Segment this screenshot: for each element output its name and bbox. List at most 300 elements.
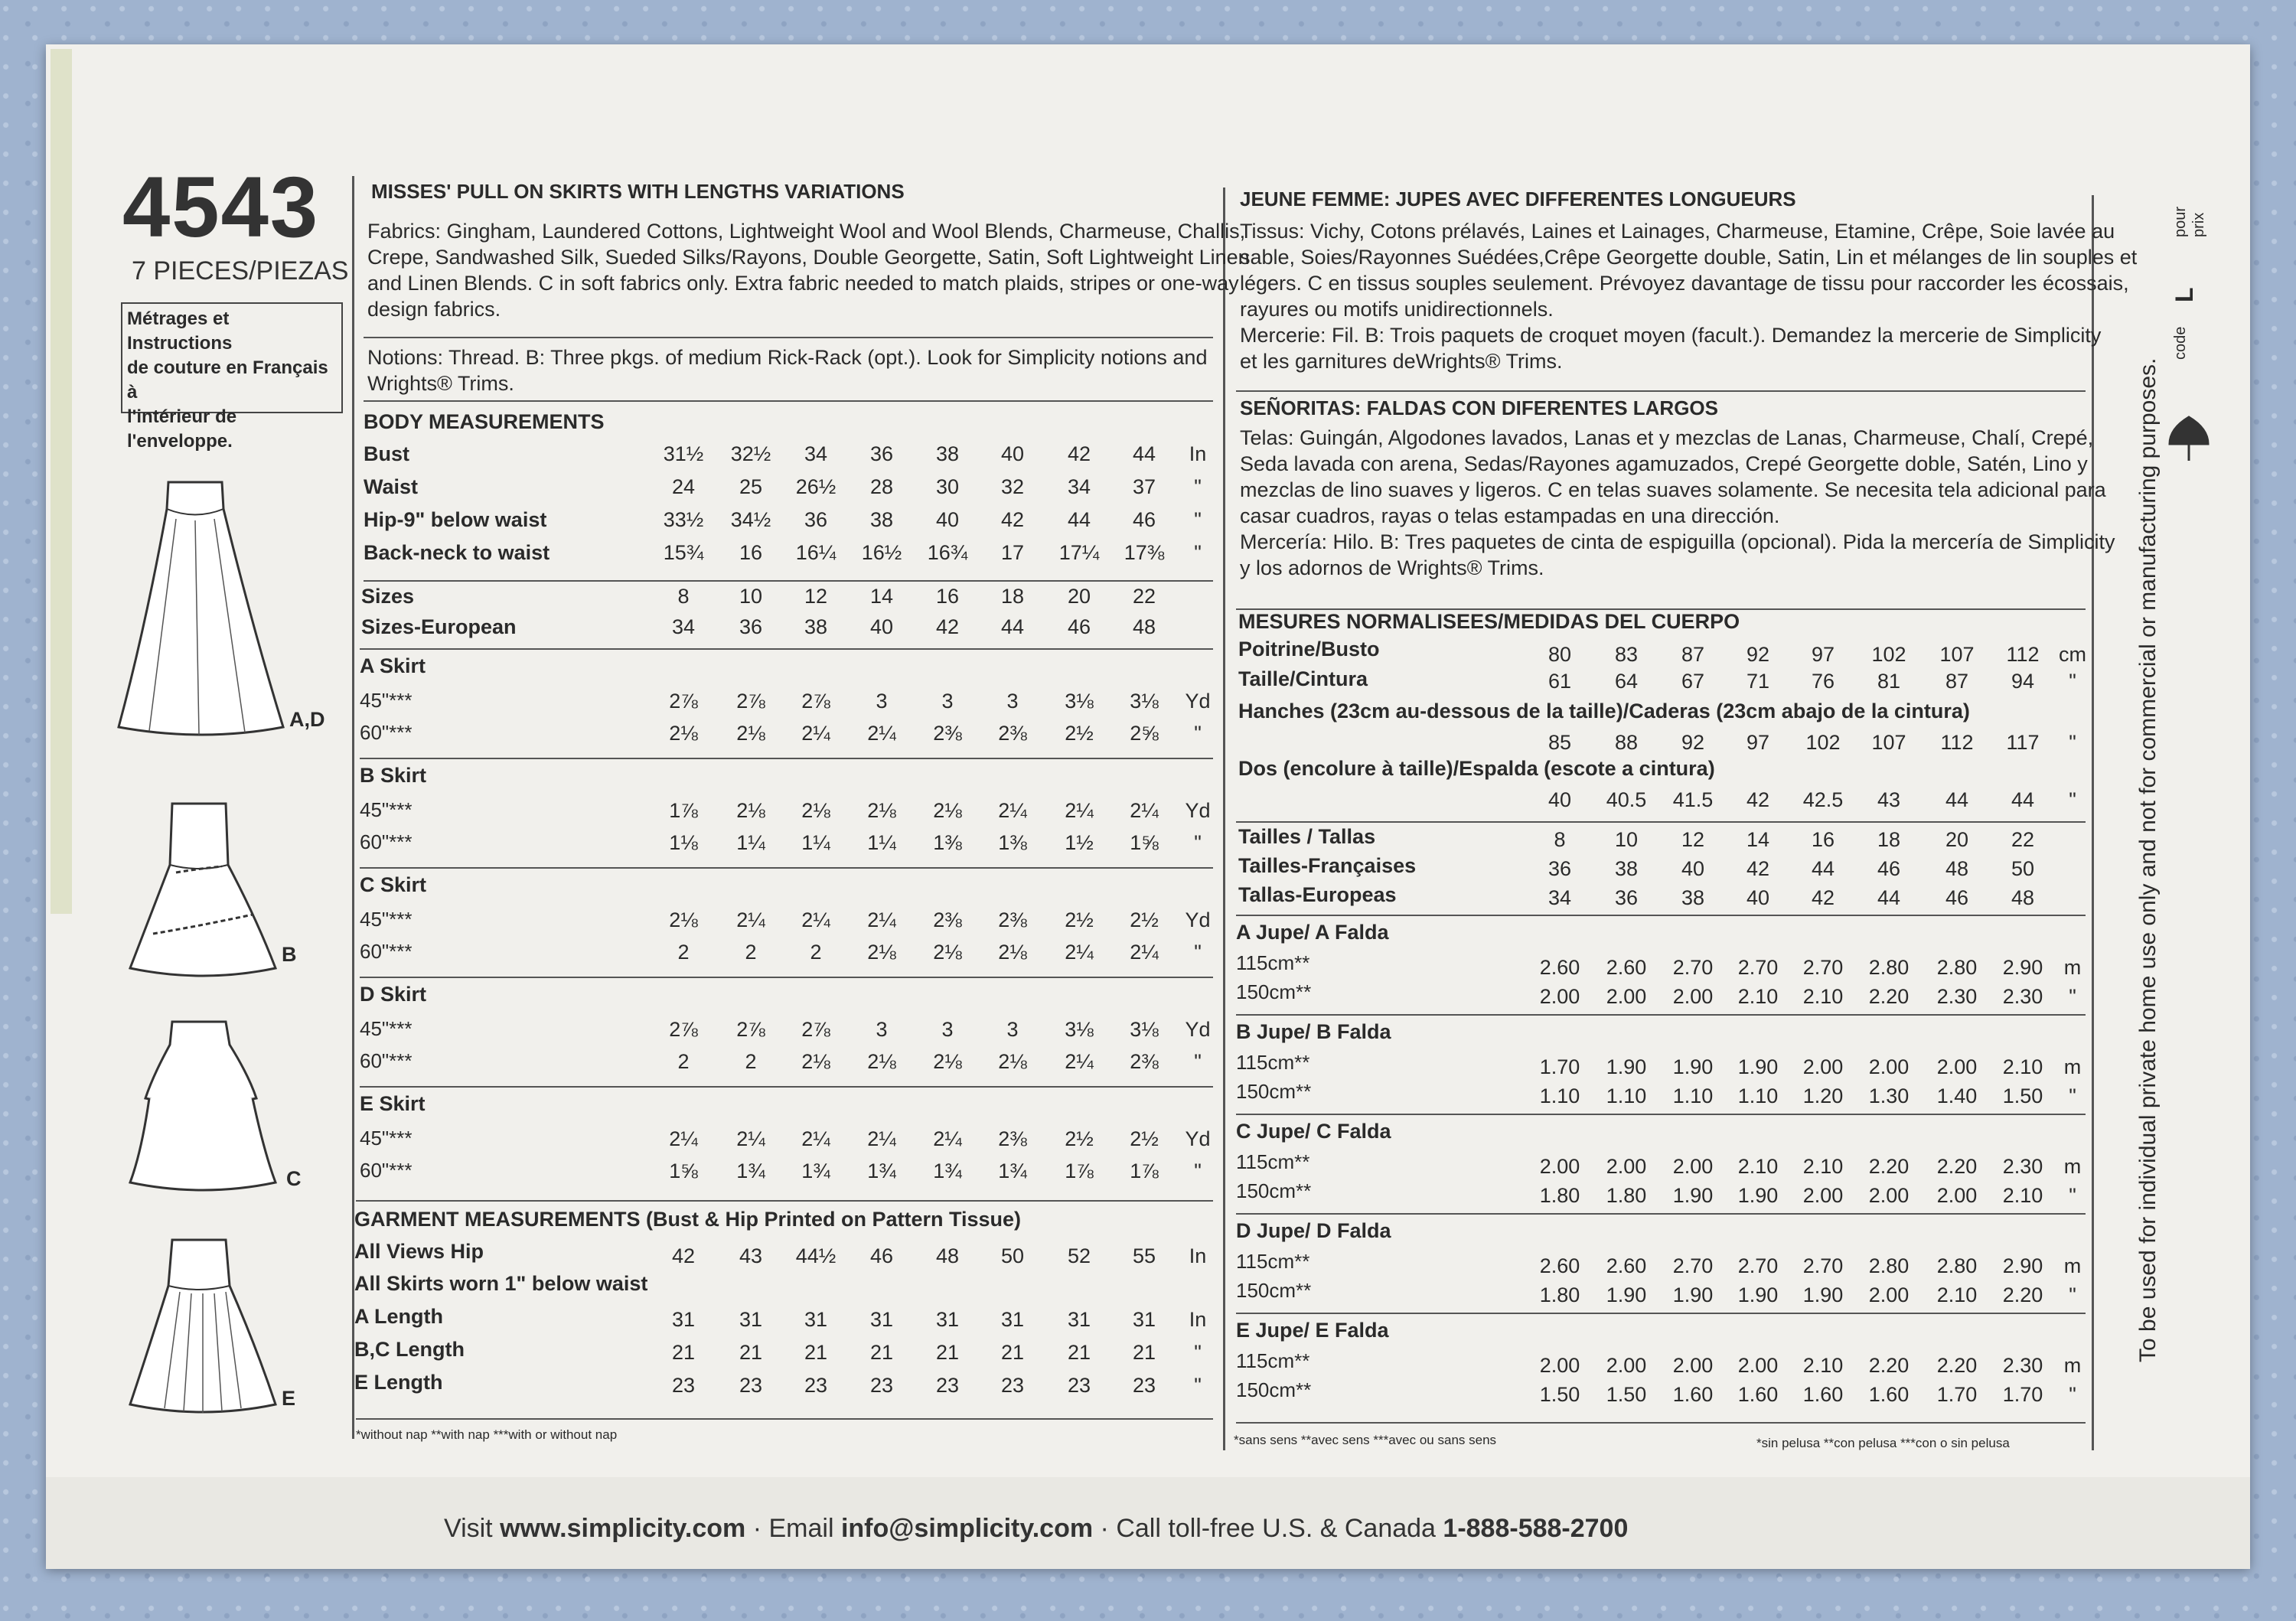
measurement-value: 44: [1067, 508, 1091, 531]
measurement-value: 16½: [861, 541, 902, 564]
measurement-value: 34: [1067, 475, 1091, 498]
measurement-value: 40: [869, 615, 894, 638]
measurement-value: 2⅜: [1130, 1050, 1159, 1073]
measurement-value: 46: [869, 1244, 894, 1267]
measurement-value: 2.00: [1936, 1055, 1978, 1078]
measurement-value: 2.80: [1936, 1254, 1978, 1277]
measurement-value: 21: [869, 1341, 894, 1364]
unit-label: ": [2069, 731, 2076, 754]
measurement-value: 14: [1746, 828, 1770, 851]
rule: [360, 977, 1213, 978]
jupe-name: C Jupe/ C Falda: [1236, 1120, 1391, 1143]
unit-label: ": [2069, 1383, 2076, 1406]
jupe-name: D Jupe/ D Falda: [1236, 1219, 1391, 1242]
measurement-value: 23: [1132, 1374, 1156, 1397]
measurement-value: 112: [1940, 731, 1974, 754]
measurement-value: 2.80: [1868, 956, 1910, 979]
measurement-value: 2.00: [1606, 1354, 1647, 1377]
measurement-value: 43: [739, 1244, 763, 1267]
jupe-name: B Jupe/ B Falda: [1236, 1020, 1391, 1043]
view-label: A,D: [289, 708, 325, 731]
green-strip: [51, 49, 72, 914]
measurement-value: 2.00: [1802, 1055, 1844, 1078]
measurement-value: 2¼: [867, 908, 896, 931]
unit-label: Yd: [1185, 690, 1211, 713]
unit-label: m: [2063, 956, 2082, 979]
measurement-value: 2⅜: [998, 1127, 1027, 1150]
measurement-value: 1.70: [2002, 1383, 2043, 1406]
measurement-value: 2.70: [1802, 1254, 1844, 1277]
measurement-value: 1¾: [867, 1159, 896, 1182]
measurement-value: 42: [1811, 886, 1835, 909]
unit-label: ": [1194, 831, 1202, 854]
measurement-value: 2⅛: [736, 722, 765, 745]
measurement-value: 2⅞: [669, 1018, 698, 1041]
length-label: B,C Length: [354, 1338, 465, 1361]
measurement-value: 1⅛: [669, 831, 698, 854]
measurement-value: 36: [1614, 886, 1639, 909]
measurement-value: 21: [935, 1341, 960, 1364]
measurement-value: 1.10: [1539, 1084, 1580, 1107]
skirt-view-a-d-illustration: [115, 475, 291, 742]
unit-label: ": [1194, 475, 1202, 498]
text-line: Crepe, Sandwashed Silk, Sueded Silks/Rayons, Double Georgette, Satin, Soft Lightweight Linen: [367, 246, 1250, 269]
measurement-value: 2⅛: [933, 799, 962, 822]
measurement-value: 1.50: [2002, 1084, 2043, 1107]
measurement-value: 22: [1132, 585, 1156, 608]
measurement-value: 2⅜: [933, 908, 962, 931]
measurement-value: 2¼: [1065, 799, 1094, 822]
measurement-value: 12: [1681, 828, 1705, 851]
measurement-value: 40: [1681, 857, 1705, 880]
measurement-value: 1.40: [1936, 1084, 1978, 1107]
fabric-width: 150cm**: [1236, 980, 1312, 1003]
body-measurements-title: BODY MEASUREMENTS: [364, 410, 605, 433]
section-title-en: MISSES' PULL ON SKIRTS WITH LENGTHS VARIATIONS: [371, 180, 905, 203]
measurement-value: 48: [2011, 886, 2035, 909]
measurement-value: 2¼: [998, 799, 1027, 822]
text-line: légers. C en tissus souples seulement. Prévoyez davantage de tissu pour raccorder les écossais,: [1240, 272, 2129, 295]
text-line: casar cuadros, rayas o telas estampadas en una dirección.: [1240, 504, 1780, 527]
measurement-value: 2: [745, 1050, 757, 1073]
skirt-view-b-illustration: [122, 796, 283, 980]
jupe-name: A Jupe/ A Falda: [1236, 921, 1389, 944]
rule: [364, 400, 1213, 402]
measurement-value: 1.10: [1606, 1084, 1647, 1107]
text-line: Mercería: Hilo. B: Tres paquetes de cinta de espiguilla (opcional). Pida la mercería de Simplicity: [1240, 530, 2115, 553]
measurement-value: 3⅛: [1130, 1018, 1159, 1041]
measurement-value: 31½: [663, 442, 704, 465]
measurement-value: 1⅞: [669, 799, 698, 822]
fabric-width: 150cm**: [1236, 1080, 1312, 1103]
measurement-value: 48: [1945, 857, 1969, 880]
view-label: E: [282, 1387, 296, 1410]
measurement-value: 1¾: [933, 1159, 962, 1182]
pattern-number: 4543: [122, 159, 320, 255]
phone-number: 1-888-588-2700: [1443, 1514, 1629, 1543]
measurement-value: 3: [876, 690, 888, 713]
measurement-value: 2.00: [1606, 985, 1647, 1008]
measurement-value: 1⅜: [998, 831, 1027, 854]
measurement-value: 32: [1000, 475, 1025, 498]
measurement-value: 2⅝: [1130, 722, 1159, 745]
measurement-value: 61: [1548, 670, 1572, 693]
measurement-value: 2¼: [867, 1127, 896, 1150]
measurement-value: 97: [1746, 731, 1770, 754]
text-line: design fabrics.: [367, 298, 501, 321]
tailles-label: Tailles / Tallas: [1238, 825, 1376, 848]
measurement-value: 16¼: [795, 541, 837, 564]
length-label: A Length: [354, 1305, 443, 1328]
rule: [360, 648, 1213, 650]
poitrine-label: Poitrine/Busto: [1238, 638, 1380, 660]
measurement-value: 2⅛: [801, 799, 830, 822]
measurement-value: 1.10: [1737, 1084, 1779, 1107]
fabric-width: 150cm**: [1236, 1279, 1312, 1302]
measurement-value: 1⅞: [1065, 1159, 1094, 1182]
measurement-value: 94: [2011, 670, 2035, 693]
measurement-value: 2¼: [669, 1127, 698, 1150]
measurement-value: 21: [804, 1341, 828, 1364]
text-line: Mercerie: Fil. B: Trois paquets de croquet moyen (facult.). Demandez la mercerie de Simplicity: [1240, 324, 2102, 347]
measurement-value: 1.50: [1539, 1383, 1580, 1406]
measurement-value: 2.20: [1868, 985, 1910, 1008]
measurement-value: 28: [869, 475, 894, 498]
measurement-value: 2.00: [1868, 1283, 1910, 1306]
measurement-value: 3⅛: [1065, 690, 1094, 713]
measurement-value: 81: [1877, 670, 1901, 693]
measurement-value: 24: [671, 475, 696, 498]
measurement-value: 117: [2006, 731, 2040, 754]
unit-label: ": [1194, 1341, 1202, 1364]
text-line: Wrights® Trims.: [367, 372, 514, 395]
measurement-value: 2⅛: [669, 908, 698, 931]
measurement-value: 48: [1132, 615, 1156, 638]
measurement-value: 15¾: [663, 541, 704, 564]
text-line: et les garnitures deWrights® Trims.: [1240, 350, 1563, 373]
measurement-value: 38: [804, 615, 828, 638]
skirt-name: C Skirt: [360, 873, 427, 896]
measurement-value: 46: [1132, 508, 1156, 531]
measurement-value: 2.20: [2002, 1283, 2043, 1306]
measurement-value: 97: [1811, 643, 1835, 666]
skirt-view-e-illustration: [122, 1232, 283, 1420]
rule: [1236, 915, 2086, 916]
measurement-value: 2.20: [1936, 1354, 1978, 1377]
email-link[interactable]: info@simplicity.com: [840, 1514, 1094, 1543]
measurement-value: 1⅝: [1130, 831, 1159, 854]
measurement-value: 2.00: [1539, 1155, 1580, 1178]
measurement-value: 76: [1811, 670, 1835, 693]
fabric-width: 45"***: [360, 798, 413, 821]
measurement-value: 2⅜: [998, 722, 1027, 745]
length-label: E Length: [354, 1371, 443, 1394]
text-line: y los adornos de Wrights® Trims.: [1240, 556, 1544, 579]
measurement-value: 31: [671, 1308, 696, 1331]
measurement-value: 3: [941, 690, 954, 713]
measurement-value: 1.20: [1802, 1084, 1844, 1107]
measurement-value: 18: [1877, 828, 1901, 851]
measurement-value: 2¼: [1065, 941, 1094, 964]
measurement-value: 3: [1006, 1018, 1019, 1041]
footer-call-label: · Call toll-free U.S. & Canada: [1093, 1514, 1443, 1543]
measurement-value: 2½: [1130, 1127, 1159, 1150]
fabric-width: 115cm**: [1236, 1051, 1310, 1074]
measurement-value: 2½: [1130, 908, 1159, 931]
rule: [356, 1418, 1213, 1420]
measurement-value: 2.70: [1737, 1254, 1779, 1277]
footer-visit: Visit: [444, 1514, 501, 1543]
measurement-value: 2.10: [1802, 1155, 1844, 1178]
measurement-value: 46: [1945, 886, 1969, 909]
measurement-value: 42.5: [1802, 788, 1844, 811]
measurement-value: 31: [804, 1308, 828, 1331]
note-line: l'intérieur de: [127, 406, 237, 427]
measurement-value: 2¼: [736, 908, 765, 931]
measurement-value: 1.90: [1737, 1184, 1779, 1207]
measurement-value: 2.90: [2002, 956, 2043, 979]
measurement-value: 31: [1132, 1308, 1156, 1331]
hanches-label: Hanches (23cm au-dessous de la taille)/Caderas (23cm abajo de la cintura): [1238, 700, 1970, 722]
measurement-value: 41.5: [1672, 788, 1714, 811]
measurement-value: 2: [810, 941, 822, 964]
size-code-label: L: [2170, 287, 2198, 302]
measurement-value: 1.90: [1606, 1283, 1647, 1306]
text-line: Notions: Thread. B: Three pkgs. of medium Rick-Rack (opt.). Look for Simplicity notions and: [367, 346, 1208, 369]
measurement-value: 40: [1000, 442, 1025, 465]
unit-label: m: [2063, 1155, 2082, 1178]
skirt-view-c-illustration: [122, 1014, 283, 1198]
section-title-fr: JEUNE FEMME: JUPES AVEC DIFFERENTES LONGUEURS: [1240, 188, 1796, 210]
measurement-value: 2⅞: [669, 690, 698, 713]
unit-label: ": [1194, 941, 1202, 964]
unit-label: In: [1189, 1308, 1207, 1331]
measurement-value: 14: [869, 585, 894, 608]
unit-label: ": [1194, 722, 1202, 745]
measurement-value: 31: [935, 1308, 960, 1331]
measurement-value: 44: [1132, 442, 1156, 465]
skirt-name: B Skirt: [360, 764, 427, 787]
measurement-value: 2.60: [1606, 1254, 1647, 1277]
measurement-value: 36: [739, 615, 763, 638]
measurement-value: 26½: [795, 475, 837, 498]
measurement-value: 34: [671, 615, 696, 638]
measurement-value: 36: [1548, 857, 1572, 880]
measurement-value: 2.10: [2002, 1184, 2043, 1207]
measurement-value: 87: [1945, 670, 1969, 693]
measurement-value: 44: [1000, 615, 1025, 638]
notions-text: [367, 344, 1207, 396]
measurement-value: 38: [935, 442, 960, 465]
fabric-width: 60"***: [360, 830, 413, 853]
measurement-value: 2.20: [1868, 1354, 1910, 1377]
measurement-value: 20: [1945, 828, 1969, 851]
measurement-value: 1.90: [1737, 1283, 1779, 1306]
measurement-value: 36: [804, 508, 828, 531]
measurement-value: 23: [1000, 1374, 1025, 1397]
measurement-value: 1.90: [1802, 1283, 1844, 1306]
footer-email-label: · Email: [745, 1514, 841, 1543]
measurement-value: 2.60: [1539, 1254, 1580, 1277]
measurement-value: 1.70: [1936, 1383, 1978, 1406]
measurement-value: 64: [1614, 670, 1639, 693]
measurement-value: 42: [1067, 442, 1091, 465]
website-link[interactable]: www.simplicity.com: [500, 1514, 746, 1543]
measurement-value: 83: [1614, 643, 1639, 666]
measurement-value: 2⅛: [867, 799, 896, 822]
measurement-value: 2.00: [1936, 1184, 1978, 1207]
fabric-width: 115cm**: [1236, 1250, 1310, 1273]
measurement-value: 102: [1871, 643, 1906, 666]
measurement-value: 31: [1067, 1308, 1091, 1331]
measurement-value: 2½: [1065, 908, 1094, 931]
text-line: sable, Soies/Rayonnes Suédées,Crêpe Georgette double, Satin, Lin et mélanges de lin souples et: [1240, 246, 2138, 269]
measurement-value: 92: [1746, 643, 1770, 666]
rule: [1236, 1014, 2086, 1016]
measurement-value: 31: [1000, 1308, 1025, 1331]
measurement-value: 2⅞: [801, 1018, 830, 1041]
measurement-value: 2.80: [1936, 956, 1978, 979]
footnote-es: *sin pelusa **con pelusa ***con o sin pelusa: [1756, 1436, 2010, 1450]
dos-label: Dos (encolure à taille)/Espalda (escote a cintura): [1238, 757, 1715, 780]
measurement-value: 1.90: [1737, 1055, 1779, 1078]
measurement-value: 1¼: [867, 831, 896, 854]
tissus-text: [1240, 218, 2137, 374]
measurement-value: 2.30: [2002, 1354, 2043, 1377]
measurement-value: 2¼: [801, 1127, 830, 1150]
footnote-en: *without nap **with nap ***with or without nap: [356, 1427, 618, 1442]
measurement-value: 2.00: [1539, 985, 1580, 1008]
measurement-value: 32½: [730, 442, 771, 465]
measurement-value: 1¼: [736, 831, 765, 854]
footnote-fr: *sans sens **avec sens ***avec ou sans sens: [1234, 1433, 1497, 1447]
measurement-value: 2½: [1065, 722, 1094, 745]
text-line: Tissus: Vichy, Cotons prélavés, Laines et Lainages, Charmeuse, Etamine, Crêpe, Soie lavée au: [1240, 220, 2115, 243]
fabric-width: 45"***: [360, 1017, 413, 1040]
measurement-value: 22: [2011, 828, 2035, 851]
measurement-value: 10: [1614, 828, 1639, 851]
measurement-value: 2⅞: [801, 690, 830, 713]
measurement-value: 2.10: [1802, 1354, 1844, 1377]
measurement-value: 2.00: [1868, 1055, 1910, 1078]
measurement-value: 21: [739, 1341, 763, 1364]
measurement-value: 23: [804, 1374, 828, 1397]
measurement-value: 38: [1614, 857, 1639, 880]
measurement-value: 2¼: [1065, 1050, 1094, 1073]
rule: [360, 758, 1213, 759]
measurement-value: 42: [1000, 508, 1025, 531]
measurement-value: 2.00: [1737, 1354, 1779, 1377]
measurement-value: 1.60: [1868, 1383, 1910, 1406]
measurement-value: 1.90: [1606, 1055, 1647, 1078]
measurement-value: 2.60: [1606, 956, 1647, 979]
measurement-value: 2½: [1065, 1127, 1094, 1150]
fabrics-text: [367, 218, 1250, 322]
note-line: de couture en Français à: [127, 357, 328, 403]
measurement-value: 46: [1877, 857, 1901, 880]
measurement-value: 2⅞: [736, 1018, 765, 1041]
telas-text: [1240, 425, 2115, 581]
fabric-width: 150cm**: [1236, 1179, 1312, 1202]
measurement-value: 2¼: [1130, 941, 1159, 964]
measurement-value: 2¼: [867, 722, 896, 745]
measurement-value: 2: [677, 941, 690, 964]
measurement-value: 50: [2011, 857, 2035, 880]
measurement-value: 1.90: [1672, 1055, 1714, 1078]
row-label: Bust: [364, 442, 409, 465]
measurement-value: 102: [1805, 731, 1841, 754]
measurement-value: 17⅜: [1124, 541, 1165, 564]
tallas-eu-label: Tallas-Europeas: [1238, 883, 1397, 906]
garment-measurements-title: GARMENT MEASUREMENTS (Bust & Hip Printed on Pattern Tissue): [354, 1208, 1022, 1231]
measurement-value: 1⅞: [1130, 1159, 1159, 1182]
measurement-value: 1⅝: [669, 1159, 698, 1182]
measurement-value: 43: [1877, 788, 1901, 811]
row-label: Hip-9" below waist: [364, 508, 547, 531]
measurement-value: 88: [1614, 731, 1639, 754]
measurement-value: 48: [935, 1244, 960, 1267]
note-line: Métrages et Instructions: [127, 308, 233, 354]
measurement-value: 8: [1554, 828, 1566, 851]
contact-footer: [444, 1514, 1628, 1544]
measurement-value: 40: [1548, 788, 1572, 811]
unit-label: ": [2069, 985, 2076, 1008]
measurement-value: 2.90: [2002, 1254, 2043, 1277]
measurement-value: 2.10: [1936, 1283, 1978, 1306]
measurement-value: 85: [1548, 731, 1572, 754]
measurement-value: 1.80: [1539, 1283, 1580, 1306]
text-line: Seda lavada con arena, Sedas/Rayones agamuzados, Crepé Georgette doble, Satén, Lino y: [1240, 452, 2088, 475]
skirt-name: A Skirt: [360, 654, 426, 677]
measurement-value: 40.5: [1606, 788, 1647, 811]
measurement-value: 1.80: [1606, 1184, 1647, 1207]
measurement-value: 2.00: [1672, 985, 1714, 1008]
measurement-value: 2¼: [736, 1127, 765, 1150]
fabric-width: 60"***: [360, 721, 413, 744]
measurement-value: 30: [935, 475, 960, 498]
measurement-value: 1.90: [1672, 1283, 1714, 1306]
jupe-name: E Jupe/ E Falda: [1236, 1319, 1389, 1342]
measurement-value: 55: [1132, 1244, 1156, 1267]
fabric-width: 115cm**: [1236, 1349, 1310, 1372]
unit-label: Yd: [1185, 799, 1211, 822]
measurement-value: 42: [1746, 788, 1770, 811]
fabric-width: 115cm**: [1236, 1150, 1310, 1173]
measurement-value: 21: [1132, 1341, 1156, 1364]
measurement-value: 2.70: [1737, 956, 1779, 979]
measurement-value: 21: [671, 1341, 696, 1364]
measurement-value: 31: [739, 1308, 763, 1331]
measurement-value: 1.10: [1672, 1084, 1714, 1107]
skirt-name: E Skirt: [360, 1092, 426, 1115]
measurement-value: 44: [1877, 886, 1901, 909]
measurement-value: 2⅛: [669, 722, 698, 745]
measurement-value: 107: [1939, 643, 1975, 666]
measurement-value: 71: [1746, 670, 1770, 693]
unit-label: ": [1194, 1374, 1202, 1397]
measurement-value: 3⅛: [1065, 1018, 1094, 1041]
pour-label: pour: [2172, 206, 2189, 237]
measurement-value: 2.00: [1672, 1354, 1714, 1377]
measurement-value: 40: [935, 508, 960, 531]
unit-label: m: [2063, 1354, 2082, 1377]
prix-label: prix: [2190, 212, 2207, 237]
measurement-value: 2.00: [1868, 1184, 1910, 1207]
metric-measurements-title: MESURES NORMALISEES/MEDIDAS DEL CUERPO: [1238, 610, 1740, 633]
measurement-value: 1.70: [1539, 1055, 1580, 1078]
measurement-value: 2⅛: [867, 941, 896, 964]
text-line: mezclas de lino suaves y ligeros. C en telas suaves solamente. Se necesita tela adicional para: [1240, 478, 2106, 501]
